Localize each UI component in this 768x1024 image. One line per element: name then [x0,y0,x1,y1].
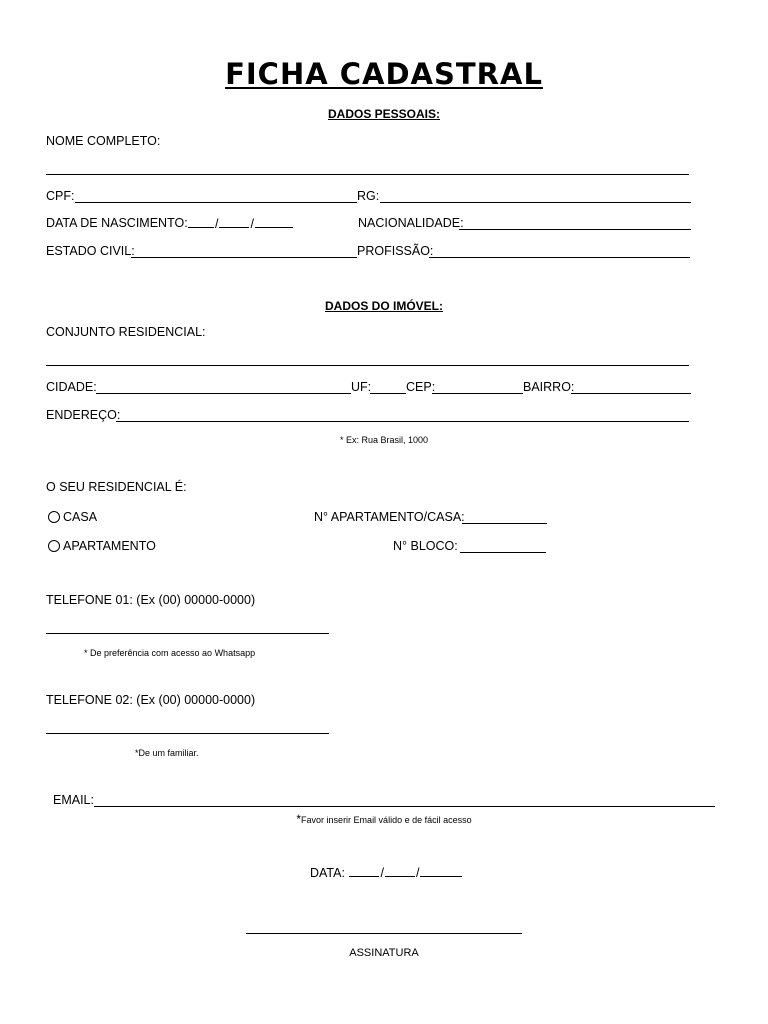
date-field[interactable]: DATA: / / [310,865,463,880]
birth-month-blank [219,216,249,228]
uf-label: UF: [351,380,372,394]
complex-label: CONJUNTO RESIDENCIAL: [46,325,206,339]
birth-date-label: DATA DE NASCIMENTO: [46,216,188,230]
email-note-text: Favor inserir Email válido e de fácil acesso [301,815,472,825]
unit-number-line[interactable] [462,523,547,524]
address-note: * Ex: Rua Brasil, 1000 [339,435,429,445]
full-name-label: NOME COMPLETO: [46,134,161,148]
full-name-line[interactable] [46,174,689,175]
page-title: FICHA CADASTRAL [225,57,543,91]
signature-label: ASSINATURA [349,947,419,959]
option-apartment[interactable] [48,539,156,553]
marital-status-line[interactable] [131,257,357,258]
email-line[interactable] [94,806,715,807]
uf-line[interactable] [370,393,406,394]
profession-line[interactable] [429,257,690,258]
phone1-line[interactable] [46,633,329,634]
address-line[interactable] [116,421,689,422]
block-number-label: N° BLOCO: [393,539,458,553]
district-line[interactable] [571,393,691,394]
city-line[interactable] [96,393,351,394]
phone1-note: * De preferência com acesso ao Whatsapp [84,648,256,658]
cep-label: CEP: [406,380,436,394]
phone2-line[interactable] [46,733,329,734]
section-heading-property: DADOS DO IMÓVEL: [324,299,443,313]
option-apartment-label: APARTAMENTO [63,539,156,553]
address-label: ENDEREÇO: [46,408,121,422]
unit-number-label: N° APARTAMENTO/CASA: [314,510,465,524]
cpf-label: CPF: [46,189,75,203]
birth-date-field[interactable]: / / [187,216,294,231]
date-year-blank [420,865,462,877]
option-house[interactable] [48,510,97,524]
complex-line[interactable] [46,365,689,366]
phone2-label: TELEFONE 02: (Ex (00) 00000-0000) [46,693,256,707]
signature-line[interactable] [246,933,522,934]
radio-house[interactable] [48,511,60,523]
phone2-note: *De um familiar. [135,748,199,758]
profession-label: PROFISSÃO: [357,244,434,258]
nationality-label: NACIONALIDADE: [358,216,464,230]
section-heading-personal: DADOS PESSOAIS: [327,107,441,121]
birth-year-blank [255,216,293,228]
cpf-line[interactable] [75,202,357,203]
email-note [0,812,768,826]
block-number-line[interactable] [460,552,546,553]
rg-label: RG: [357,189,380,203]
rg-line[interactable] [380,202,691,203]
nationality-line[interactable] [459,229,691,230]
email-label: EMAIL: [53,793,94,807]
birth-day-blank [188,216,214,228]
option-house-label: CASA [63,510,98,524]
residence-question: O SEU RESIDENCIAL É: [46,480,187,494]
city-label: CIDADE: [46,380,97,394]
district-label: BAIRRO: [523,380,575,394]
marital-status-label: ESTADO CIVIL: [46,244,135,258]
email-note-star: * [296,812,302,826]
date-month-blank [385,865,415,877]
date-day-blank [349,865,379,877]
radio-apartment[interactable] [48,540,60,552]
cep-line[interactable] [432,393,523,394]
date-label: DATA: [310,866,345,880]
phone1-label: TELEFONE 01: (Ex (00) 00000-0000) [46,593,256,607]
